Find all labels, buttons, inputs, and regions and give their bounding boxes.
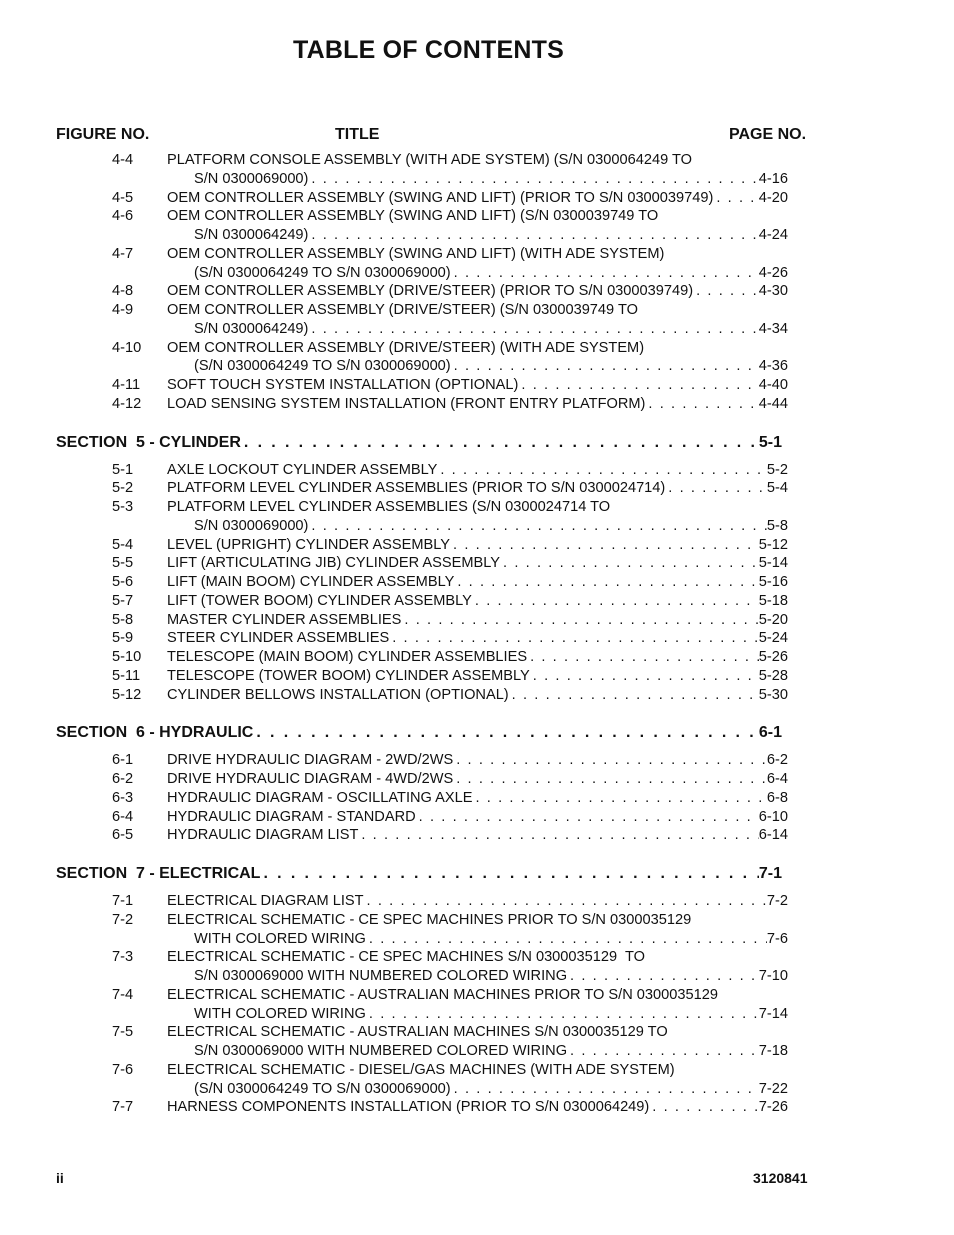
toc-entry[interactable]: [194, 264, 788, 282]
toc-entry: [167, 498, 610, 516]
figure-title: ELECTRICAL SCHEMATIC - CE SPEC MACHINES S/N 0300035129 TO: [167, 949, 645, 966]
page-number: 4-44: [758, 395, 788, 412]
figure-title: WITH COLORED WIRING: [194, 1005, 366, 1022]
toc-entry[interactable]: [194, 170, 788, 188]
figure-number: 5-3: [112, 499, 134, 515]
dot-leader: [451, 1080, 759, 1098]
column-header-page-no: PAGE NO.: [729, 126, 807, 143]
figure-title: SOFT TOUCH SYSTEM INSTALLATION (OPTIONAL): [167, 377, 519, 393]
figure-number: 4-7: [112, 245, 134, 262]
figure-number: 6-4: [112, 808, 134, 825]
page-number: 7-18: [758, 1043, 788, 1059]
figure-number: 5-5: [112, 555, 134, 572]
dot-leader: [416, 808, 759, 826]
figure-title: AXLE LOCKOUT CYLINDER ASSEMBLY: [167, 461, 438, 478]
page-number: 5-26: [758, 649, 788, 665]
toc-entry: [167, 1023, 668, 1041]
page-number: 4-26: [758, 264, 788, 281]
figure-title: S/N 0300069000 WITH NUMBERED COLORED WIRING: [194, 968, 568, 984]
figure-number: 4-11: [112, 377, 141, 393]
figure-title: MASTER CYLINDER ASSEMBLIES: [167, 611, 402, 628]
toc-entry: [167, 948, 645, 966]
dot-leader: [437, 461, 767, 479]
toc-entry: [167, 911, 691, 929]
figure-title: S/N 0300064249): [194, 227, 309, 243]
toc-entry: [167, 301, 638, 319]
figure-title: ELECTRICAL DIAGRAM LIST: [167, 893, 364, 909]
section-title: SECTION 6 - HYDRAULIC: [56, 724, 254, 742]
figure-title: LIFT (TOWER BOOM) CYLINDER ASSEMBLY: [167, 592, 472, 609]
toc-entry[interactable]: [194, 320, 788, 338]
page-number: 7-22: [758, 1080, 788, 1097]
figure-title: ELECTRICAL SCHEMATIC - AUSTRALIAN MACHINES S/N 0300035129 TO: [167, 1024, 668, 1041]
figure-title: ELECTRICAL SCHEMATIC - DIESEL/GAS MACHINES (WITH ADE SYSTEM): [167, 1061, 675, 1078]
toc-entry: [167, 245, 664, 263]
figure-title: CYLINDER BELLOWS INSTALLATION (OPTIONAL): [167, 686, 509, 703]
toc-entry[interactable]: [167, 826, 788, 844]
figure-number: 5-7: [112, 592, 134, 609]
page-title: TABLE OF CONTENTS: [293, 36, 564, 64]
figure-title: OEM CONTROLLER ASSEMBLY (DRIVE/STEER) (WITH ADE SYSTEM): [167, 339, 645, 356]
figure-title: LEVEL (UPRIGHT) CYLINDER ASSEMBLY: [167, 536, 451, 553]
dot-leader: [472, 592, 759, 610]
dot-leader: [364, 892, 767, 910]
toc-entry[interactable]: [167, 592, 788, 610]
figure-number: 4-12: [112, 395, 142, 412]
figure-title: PLATFORM LEVEL CYLINDER ASSEMBLIES (PRIOR TO S/N 0300024714): [167, 480, 666, 497]
dot-leader: [308, 320, 758, 338]
figure-number: 5-11: [112, 667, 141, 684]
dot-leader: [530, 667, 759, 685]
dot-leader: [567, 1042, 759, 1060]
toc-entry[interactable]: [167, 395, 788, 413]
toc-entry: [167, 339, 644, 357]
figure-title: (S/N 0300064249 TO S/N 0300069000): [194, 358, 451, 375]
figure-number: 5-9: [112, 630, 134, 647]
section-title: SECTION 5 - CYLINDER: [56, 433, 241, 451]
page-number: 4-34: [758, 320, 788, 337]
page-number: 7-26: [758, 1099, 788, 1116]
toc-entry[interactable]: [167, 808, 788, 826]
figure-number: 4-4: [112, 152, 134, 168]
figure-number: 5-4: [112, 536, 134, 553]
toc-entry[interactable]: [194, 357, 788, 375]
toc-entry[interactable]: [167, 629, 788, 647]
page-number: 4-24: [758, 227, 788, 243]
page-number: 7-6: [766, 930, 788, 947]
figure-title: S/N 0300064249): [194, 320, 309, 337]
figure-title: HARNESS COMPONENTS INSTALLATION (PRIOR TO S/N 0300064249): [167, 1099, 650, 1116]
toc-entry[interactable]: [194, 1042, 788, 1060]
figure-title: OEM CONTROLLER ASSEMBLY (SWING AND LIFT) (S/N 0300039749 TO: [167, 208, 659, 225]
toc-entry[interactable]: [194, 1080, 788, 1098]
page-number: 5-30: [758, 686, 788, 703]
figure-title: S/N 0300069000): [194, 170, 309, 187]
page-number: 7-10: [758, 968, 788, 984]
figure-title: LIFT (MAIN BOOM) CYLINDER ASSEMBLY: [167, 574, 455, 590]
figure-title: S/N 0300069000 WITH NUMBERED COLORED WIRING: [194, 1043, 568, 1059]
dot-leader: [472, 789, 766, 807]
dot-leader: [665, 479, 767, 497]
figure-title: WITH COLORED WIRING: [194, 930, 366, 947]
toc-entry[interactable]: [167, 648, 788, 666]
figure-title: STEER CYLINDER ASSEMBLIES: [167, 630, 390, 647]
figure-title: TELESCOPE (MAIN BOOM) CYLINDER ASSEMBLIES: [167, 649, 528, 665]
page-number: 6-4: [766, 771, 788, 787]
figure-title: LOAD SENSING SYSTEM INSTALLATION (FRONT ENTRY PLATFORM): [167, 395, 646, 412]
footer-page-number: ii: [56, 1170, 64, 1186]
figure-number: 5-12: [112, 686, 142, 703]
figure-title: OEM CONTROLLER ASSEMBLY (DRIVE/STEER) (S/N 0300039749 TO: [167, 302, 638, 318]
dot-leader: [451, 264, 759, 282]
toc-entry[interactable]: [167, 1098, 788, 1116]
page-number: 5-16: [758, 574, 788, 590]
figure-number: 6-2: [112, 771, 134, 787]
page-number: 6-14: [758, 827, 788, 844]
page-number: 7-2: [766, 893, 788, 909]
toc-entry[interactable]: [194, 226, 788, 244]
figure-title: ELECTRICAL SCHEMATIC - AUSTRALIAN MACHINES PRIOR TO S/N 0300035129: [167, 986, 718, 1003]
figure-number: 7-5: [112, 1024, 134, 1041]
dot-leader: [645, 395, 758, 413]
figure-number: 7-6: [112, 1061, 134, 1078]
figure-number: 4-5: [112, 189, 134, 206]
figure-number: 7-4: [112, 986, 134, 1003]
figure-title: S/N 0300069000): [194, 517, 309, 534]
figure-number: 5-10: [112, 649, 142, 665]
section-page-number: 6-1: [758, 724, 782, 742]
figure-title: HYDRAULIC DIAGRAM - STANDARD: [167, 808, 416, 825]
figure-title: DRIVE HYDRAULIC DIAGRAM - 2WD/2WS: [167, 752, 454, 769]
dot-leader: [308, 226, 758, 244]
dot-leader: [308, 170, 758, 188]
dot-leader: [500, 554, 759, 572]
figure-title: PLATFORM LEVEL CYLINDER ASSEMBLIES (S/N 0300024714 TO: [167, 499, 611, 515]
dot-leader: [401, 611, 758, 629]
toc-entry[interactable]: [167, 282, 788, 300]
figure-title: TELESCOPE (TOWER BOOM) CYLINDER ASSEMBLY: [167, 667, 530, 684]
toc-entry[interactable]: [167, 770, 788, 788]
footer-document-number: 3120841: [753, 1170, 808, 1186]
column-header-figure-no: FIGURE NO.: [56, 126, 150, 143]
toc-entry[interactable]: [167, 789, 788, 807]
dot-leader: [713, 189, 758, 207]
dot-leader: [389, 629, 759, 647]
section-heading[interactable]: [56, 723, 782, 743]
toc-entry[interactable]: [167, 536, 788, 554]
figure-number: 5-6: [112, 574, 134, 590]
toc-entry[interactable]: [194, 1005, 788, 1023]
toc-entry: [167, 1061, 675, 1079]
page-number: 4-36: [758, 358, 788, 375]
toc-entry[interactable]: [167, 461, 788, 479]
toc-entry[interactable]: [194, 517, 788, 535]
figure-title: LIFT (ARTICULATING JIB) CYLINDER ASSEMBLY: [167, 555, 501, 572]
figure-title: DRIVE HYDRAULIC DIAGRAM - 4WD/2WS: [167, 771, 454, 787]
toc-entry[interactable]: [194, 930, 788, 948]
section-heading[interactable]: [56, 433, 782, 453]
figure-title: OEM CONTROLLER ASSEMBLY (DRIVE/STEER) (PRIOR TO S/N 0300039749): [167, 283, 694, 300]
toc-entry: [167, 986, 718, 1004]
toc-entry: [167, 207, 658, 225]
page-number: 5-24: [758, 630, 788, 647]
toc-entry[interactable]: [167, 189, 788, 207]
page-number: 5-12: [758, 536, 788, 553]
figure-number: 4-9: [112, 302, 134, 318]
page-number: 4-30: [758, 283, 788, 300]
dot-leader: [358, 826, 758, 844]
figure-number: 6-5: [112, 827, 134, 844]
figure-number: 7-2: [112, 911, 134, 928]
figure-title: OEM CONTROLLER ASSEMBLY (SWING AND LIFT) (PRIOR TO S/N 0300039749): [167, 189, 714, 206]
toc-entry[interactable]: [167, 611, 788, 629]
section-heading[interactable]: [56, 864, 782, 884]
page-number: 6-8: [766, 789, 788, 806]
dot-leader: [527, 648, 759, 666]
figure-number: 5-8: [112, 611, 134, 628]
figure-number: 7-3: [112, 949, 134, 966]
figure-title: (S/N 0300064249 TO S/N 0300069000): [194, 1080, 451, 1097]
page-number: 5-8: [766, 517, 788, 534]
dot-leader: [453, 770, 767, 788]
toc-entry[interactable]: [167, 554, 788, 572]
dot-leader: [518, 376, 758, 394]
page-number: 5-28: [758, 667, 788, 684]
figure-number: 4-6: [112, 208, 134, 225]
toc-entry[interactable]: [167, 686, 788, 704]
dot-leader: [260, 864, 758, 884]
figure-number: 5-1: [112, 461, 134, 478]
toc-entry[interactable]: [167, 573, 788, 591]
page-number: 5-2: [766, 461, 788, 478]
toc-entry: [167, 151, 692, 169]
dot-leader: [451, 357, 759, 375]
dot-leader: [454, 573, 758, 591]
page-number: 5-18: [758, 592, 788, 609]
figure-number: 6-3: [112, 789, 134, 806]
figure-number: 7-7: [112, 1099, 134, 1116]
page-number: 4-16: [758, 170, 788, 187]
toc-entry[interactable]: [167, 479, 788, 497]
figure-title: OEM CONTROLLER ASSEMBLY (SWING AND LIFT) (WITH ADE SYSTEM): [167, 245, 665, 262]
toc-entry[interactable]: [167, 751, 788, 769]
dot-leader: [241, 433, 759, 453]
section-title: SECTION 7 - ELECTRICAL: [56, 865, 261, 882]
toc-entry[interactable]: [167, 892, 788, 910]
figure-title: PLATFORM CONSOLE ASSEMBLY (WITH ADE SYSTEM) (S/N 0300064249 TO: [167, 152, 693, 168]
page-number: 5-14: [758, 555, 788, 572]
dot-leader: [453, 751, 767, 769]
column-header-title: TITLE: [335, 126, 380, 143]
figure-number: 5-2: [112, 480, 134, 497]
figure-number: 6-1: [112, 752, 134, 769]
figure-title: HYDRAULIC DIAGRAM LIST: [167, 827, 359, 844]
dot-leader: [366, 930, 767, 948]
figure-title: HYDRAULIC DIAGRAM - OSCILLATING AXLE: [167, 789, 473, 806]
page-number: 4-20: [758, 189, 788, 206]
dot-leader: [649, 1098, 759, 1116]
dot-leader: [509, 686, 759, 704]
toc-entry[interactable]: [167, 376, 788, 394]
page-number: 6-10: [758, 808, 788, 825]
dot-leader: [366, 1005, 759, 1023]
toc-entry[interactable]: [167, 667, 788, 685]
section-page-number: 7-1: [758, 865, 782, 882]
page-number: 4-40: [758, 377, 788, 393]
dot-leader: [450, 536, 759, 554]
figure-number: 4-10: [112, 339, 142, 356]
figure-number: 7-1: [112, 893, 134, 909]
dot-leader: [308, 517, 767, 535]
section-page-number: 5-1: [758, 433, 782, 451]
dot-leader: [567, 967, 759, 985]
toc-entry[interactable]: [194, 967, 788, 985]
figure-number: 4-8: [112, 283, 134, 300]
figure-title: ELECTRICAL SCHEMATIC - CE SPEC MACHINES PRIOR TO S/N 0300035129: [167, 911, 692, 928]
page-number: 7-14: [758, 1005, 788, 1022]
dot-leader: [693, 282, 759, 300]
figure-title: (S/N 0300064249 TO S/N 0300069000): [194, 264, 451, 281]
dot-leader: [253, 723, 759, 743]
page-number: 5-20: [758, 611, 788, 628]
page-number: 5-4: [766, 480, 788, 497]
page-number: 6-2: [766, 752, 788, 769]
